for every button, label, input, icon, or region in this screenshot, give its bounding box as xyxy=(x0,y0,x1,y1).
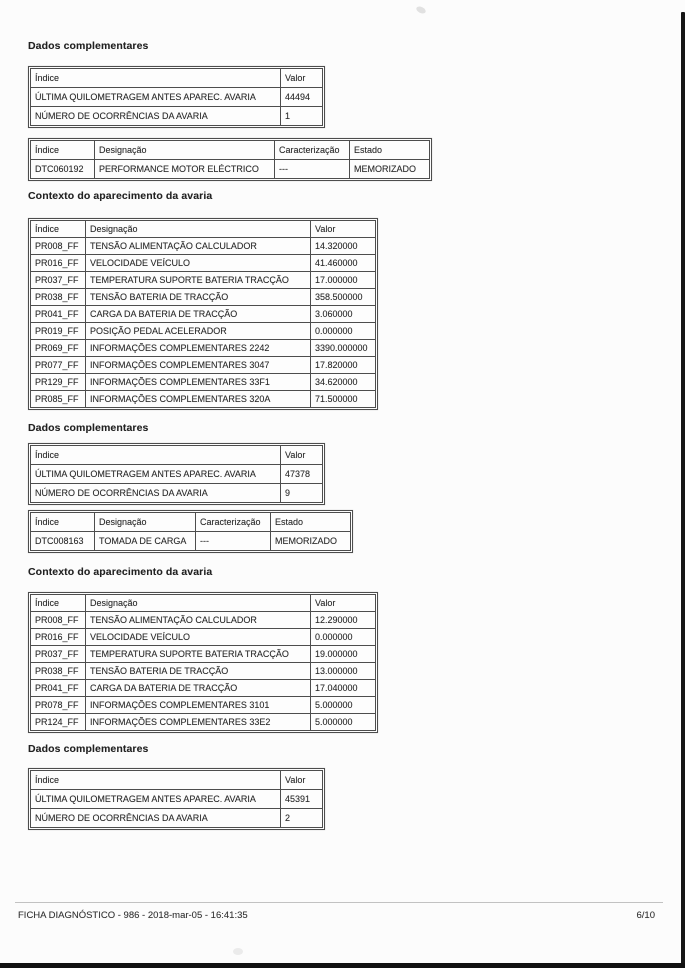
table-header-row xyxy=(31,141,430,160)
table-cell: NÚMERO DE OCORRÊNCIAS DA AVARIA xyxy=(31,484,281,503)
table-cell: TENSÃO ALIMENTAÇÃO CALCULADOR xyxy=(86,612,311,629)
column-header: Designação xyxy=(95,141,275,160)
column-header: Índice xyxy=(31,221,86,238)
table-row xyxy=(31,272,376,289)
column-header: Índice xyxy=(31,141,95,160)
table-cell: CARGA DA BATERIA DE TRACÇÃO xyxy=(86,306,311,323)
table-cell: 1 xyxy=(281,107,323,126)
table-row xyxy=(31,357,376,374)
footer-divider xyxy=(15,902,663,903)
table-cell: --- xyxy=(196,532,271,551)
table-cell: DTC008163 xyxy=(31,532,95,551)
table-cell: PR037_FF xyxy=(31,272,86,289)
table-cell: PR129_FF xyxy=(31,374,86,391)
column-header: Designação xyxy=(86,595,311,612)
table-row xyxy=(31,663,376,680)
table-cell: --- xyxy=(275,160,350,179)
table-row xyxy=(31,680,376,697)
dtc-table-1 xyxy=(28,138,432,181)
table-cell: INFORMAÇÕES COMPLEMENTARES 3101 xyxy=(86,697,311,714)
table-cell: DTC060192 xyxy=(31,160,95,179)
table-cell: PR019_FF xyxy=(31,323,86,340)
table-cell: 44494 xyxy=(281,88,323,107)
table-cell: PR016_FF xyxy=(31,629,86,646)
table-cell: PR124_FF xyxy=(31,714,86,731)
column-header: Caracterização xyxy=(275,141,350,160)
table-row xyxy=(31,107,323,126)
scan-artifact-bottom-edge xyxy=(0,963,685,968)
table-cell: POSIÇÃO PEDAL ACELERADOR xyxy=(86,323,311,340)
table-cell: PR037_FF xyxy=(31,646,86,663)
table-cell: 34.620000 xyxy=(311,374,376,391)
table-header-row xyxy=(31,221,376,238)
table-cell: PR038_FF xyxy=(31,289,86,306)
column-header: Índice xyxy=(31,595,86,612)
table-row xyxy=(31,714,376,731)
section-heading-contexto-2: Contexto do aparecimento da avaria xyxy=(28,566,213,578)
fault-code-table-1 xyxy=(30,140,430,179)
info-table-3 xyxy=(30,770,323,828)
table-cell: VELOCIDADE VEÍCULO xyxy=(86,255,311,272)
table-cell: MEMORIZADO xyxy=(350,160,430,179)
table-row xyxy=(31,484,323,503)
table-cell: 14.320000 xyxy=(311,238,376,255)
table-cell: PR077_FF xyxy=(31,357,86,374)
column-header: Índice xyxy=(31,446,281,465)
fault-code-table-2 xyxy=(30,512,351,551)
column-header: Índice xyxy=(31,771,281,790)
table-cell: VELOCIDADE VEÍCULO xyxy=(86,629,311,646)
table-header-row xyxy=(31,513,351,532)
fault-context-table-2 xyxy=(30,594,376,731)
table-row xyxy=(31,306,376,323)
table-row xyxy=(31,88,323,107)
table-cell: PR069_FF xyxy=(31,340,86,357)
table-row xyxy=(31,238,376,255)
table-cell: PR041_FF xyxy=(31,680,86,697)
contexto-table-1 xyxy=(28,218,378,410)
table-cell: 41.460000 xyxy=(311,255,376,272)
table-row xyxy=(31,323,376,340)
column-header: Valor xyxy=(281,69,323,88)
table-cell: 3.060000 xyxy=(311,306,376,323)
scan-artifact-smudge-top xyxy=(415,5,427,15)
table-row xyxy=(31,532,351,551)
table-cell: 12.290000 xyxy=(311,612,376,629)
table-cell: 0.000000 xyxy=(311,323,376,340)
column-header: Valor xyxy=(311,595,376,612)
table-cell: 5.000000 xyxy=(311,697,376,714)
column-header: Valor xyxy=(311,221,376,238)
table-cell: MEMORIZADO xyxy=(271,532,351,551)
section-heading-dados-complementares-1: Dados complementares xyxy=(28,40,149,52)
table-header-row xyxy=(31,771,323,790)
info-table-1 xyxy=(30,68,323,126)
scan-artifact-smudge-bottom xyxy=(233,948,243,955)
column-header: Estado xyxy=(350,141,430,160)
column-header: Índice xyxy=(31,69,281,88)
table-row xyxy=(31,612,376,629)
table-cell: PR016_FF xyxy=(31,255,86,272)
table-cell: INFORMAÇÕES COMPLEMENTARES 33F1 xyxy=(86,374,311,391)
table-row xyxy=(31,465,323,484)
table-cell: 3390.000000 xyxy=(311,340,376,357)
table-cell: PR041_FF xyxy=(31,306,86,323)
scan-artifact-right-edge xyxy=(681,12,685,968)
table-cell: 2 xyxy=(281,809,323,828)
table-cell: CARGA DA BATERIA DE TRACÇÃO xyxy=(86,680,311,697)
table-row xyxy=(31,646,376,663)
table-cell: INFORMAÇÕES COMPLEMENTARES 3047 xyxy=(86,357,311,374)
table-row xyxy=(31,374,376,391)
table-cell: 45391 xyxy=(281,790,323,809)
table-cell: 358.500000 xyxy=(311,289,376,306)
table-cell: TEMPERATURA SUPORTE BATERIA TRACÇÃO xyxy=(86,272,311,289)
column-header: Índice xyxy=(31,513,95,532)
table-cell: 0.000000 xyxy=(311,629,376,646)
footer-document-title: FICHA DIAGNÓSTICO - 986 - 2018-mar-05 - 16:41:35 xyxy=(18,910,248,921)
column-header: Designação xyxy=(86,221,311,238)
column-header: Valor xyxy=(281,771,323,790)
table-cell: 71.500000 xyxy=(311,391,376,408)
dados-complementares-table-2 xyxy=(28,443,325,505)
table-cell: PR008_FF xyxy=(31,612,86,629)
table-cell: NÚMERO DE OCORRÊNCIAS DA AVARIA xyxy=(31,809,281,828)
column-header: Valor xyxy=(281,446,323,465)
table-cell: 17.040000 xyxy=(311,680,376,697)
column-header: Caracterização xyxy=(196,513,271,532)
table-row xyxy=(31,340,376,357)
table-row xyxy=(31,391,376,408)
table-header-row xyxy=(31,446,323,465)
table-cell: PR078_FF xyxy=(31,697,86,714)
table-row xyxy=(31,790,323,809)
table-cell: ÚLTIMA QUILOMETRAGEM ANTES APAREC. AVARIA xyxy=(31,88,281,107)
table-cell: PERFORMANCE MOTOR ELÉCTRICO xyxy=(95,160,275,179)
table-cell: 17.820000 xyxy=(311,357,376,374)
section-heading-dados-complementares-3: Dados complementares xyxy=(28,743,149,755)
table-cell: PR085_FF xyxy=(31,391,86,408)
table-row xyxy=(31,255,376,272)
table-cell: 9 xyxy=(281,484,323,503)
table-cell: 47378 xyxy=(281,465,323,484)
table-cell: INFORMAÇÕES COMPLEMENTARES 320A xyxy=(86,391,311,408)
dtc-table-2 xyxy=(28,510,353,553)
table-cell: INFORMAÇÕES COMPLEMENTARES 2242 xyxy=(86,340,311,357)
table-cell: NÚMERO DE OCORRÊNCIAS DA AVARIA xyxy=(31,107,281,126)
column-header: Estado xyxy=(271,513,351,532)
table-cell: TENSÃO BATERIA DE TRACÇÃO xyxy=(86,289,311,306)
contexto-table-2 xyxy=(28,592,378,733)
table-cell: TEMPERATURA SUPORTE BATERIA TRACÇÃO xyxy=(86,646,311,663)
section-heading-dados-complementares-2: Dados complementares xyxy=(28,422,149,434)
table-header-row xyxy=(31,69,323,88)
fault-context-table-1 xyxy=(30,220,376,408)
table-cell: 17.000000 xyxy=(311,272,376,289)
table-cell: INFORMAÇÕES COMPLEMENTARES 33E2 xyxy=(86,714,311,731)
dados-complementares-table-3 xyxy=(28,768,325,830)
footer-page-number: 6/10 xyxy=(636,910,655,921)
table-cell: 13.000000 xyxy=(311,663,376,680)
table-cell: ÚLTIMA QUILOMETRAGEM ANTES APAREC. AVARIA xyxy=(31,465,281,484)
table-cell: PR038_FF xyxy=(31,663,86,680)
dados-complementares-table-1 xyxy=(28,66,325,128)
table-row xyxy=(31,629,376,646)
table-cell: 19.000000 xyxy=(311,646,376,663)
table-cell: 5.000000 xyxy=(311,714,376,731)
table-row xyxy=(31,160,430,179)
table-cell: TENSÃO ALIMENTAÇÃO CALCULADOR xyxy=(86,238,311,255)
table-header-row xyxy=(31,595,376,612)
table-cell: TENSÃO BATERIA DE TRACÇÃO xyxy=(86,663,311,680)
table-cell: PR008_FF xyxy=(31,238,86,255)
table-row xyxy=(31,809,323,828)
table-row xyxy=(31,697,376,714)
column-header: Designação xyxy=(95,513,196,532)
info-table-2 xyxy=(30,445,323,503)
table-row xyxy=(31,289,376,306)
table-cell: ÚLTIMA QUILOMETRAGEM ANTES APAREC. AVARIA xyxy=(31,790,281,809)
section-heading-contexto-1: Contexto do aparecimento da avaria xyxy=(28,190,213,202)
table-cell: TOMADA DE CARGA xyxy=(95,532,196,551)
